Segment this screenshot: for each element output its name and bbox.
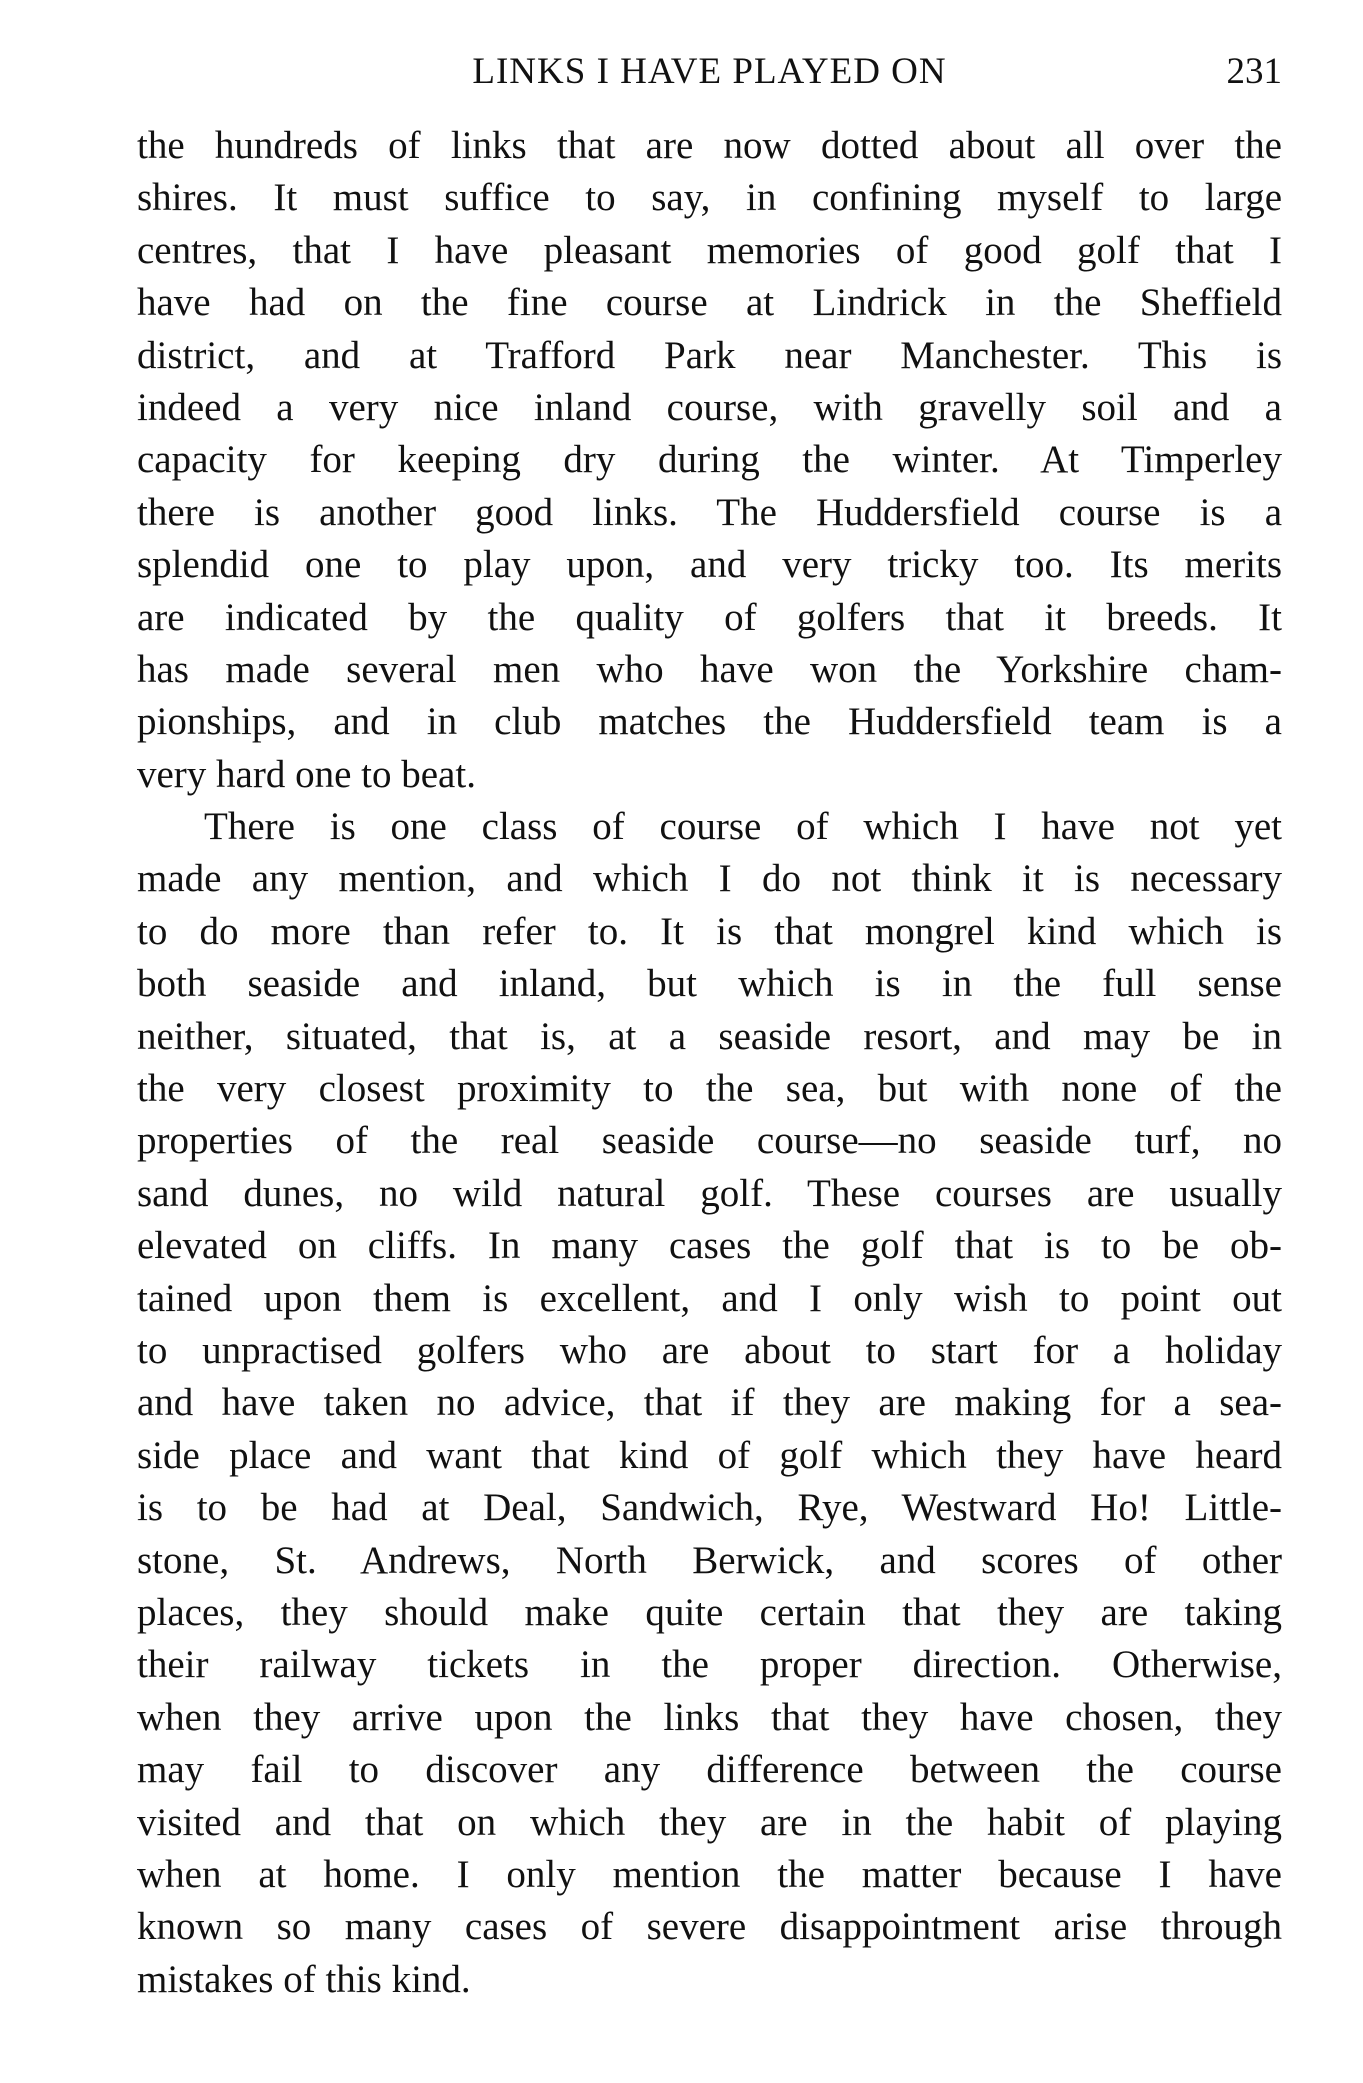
paragraph — [137, 801, 1282, 2006]
text-line: pionships, and in club matches the Huddersfield team is a — [137, 700, 1282, 744]
body-text — [137, 120, 1282, 2006]
text-line: properties of the real seaside course—no seaside turf, no — [137, 1119, 1282, 1163]
text-line: the hundreds of links that are now dotted about all over the — [137, 124, 1282, 167]
text-line: shires. It must suffice to say, in confining myself to large — [137, 176, 1282, 220]
text-line: when at home. I only mention the matter because I have — [137, 1852, 1282, 1896]
text-line: indeed a very nice inland course, with gravelly soil and a — [137, 385, 1282, 429]
text-line: centres, that I have pleasant memories of good golf that I — [137, 228, 1282, 272]
text-line: stone, St. Andrews, North Berwick, and scores of other — [137, 1538, 1282, 1582]
text-line: tained upon them is excellent, and I only wish to point out — [137, 1276, 1282, 1320]
text-line: mistakes of this kind. — [137, 1957, 471, 2001]
text-line: to do more than refer to. It is that mongrel kind which is — [137, 909, 1282, 953]
text-line: There is one class of course of which I have not yet — [204, 805, 1282, 849]
text-line: made any mention, and which I do not think it is necessary — [137, 857, 1282, 901]
text-line: the very closest proximity to the sea, but with none of the — [137, 1067, 1282, 1111]
page-header — [137, 50, 1282, 100]
text-line: are indicated by the quality of golfers that it breeds. It — [137, 595, 1282, 639]
text-line: elevated on cliffs. In many cases the golf that is to be ob- — [137, 1224, 1282, 1268]
page-number: 231 — [1226, 51, 1282, 92]
text-line: there is another good links. The Huddersfield course is a — [137, 490, 1282, 534]
text-line: to unpractised golfers who are about to start for a holiday — [137, 1328, 1282, 1372]
text-line: very hard one to beat. — [137, 752, 476, 796]
text-line: side place and want that kind of golf which they have heard — [137, 1433, 1282, 1477]
text-line: visited and that on which they are in the habit of playing — [137, 1800, 1282, 1844]
text-line: places, they should make quite certain that they are taking — [137, 1590, 1282, 1634]
text-line: their railway tickets in the proper direction. Otherwise, — [137, 1643, 1282, 1687]
text-line: capacity for keeping dry during the winter. At Timperley — [137, 438, 1282, 482]
text-line: sand dunes, no wild natural golf. These courses are usually — [137, 1171, 1282, 1215]
text-line: district, and at Trafford Park near Manchester. This is — [137, 333, 1282, 377]
text-line: and have taken no advice, that if they are making for a sea- — [137, 1381, 1282, 1425]
text-line: is to be had at Deal, Sandwich, Rye, Westward Ho! Little- — [137, 1486, 1282, 1530]
text-line: when they arrive upon the links that they have chosen, they — [137, 1695, 1282, 1739]
text-line: neither, situated, that is, at a seaside resort, and may be in — [137, 1014, 1282, 1058]
text-line: have had on the fine course at Lindrick in the Sheffield — [137, 281, 1282, 325]
text-line: both seaside and inland, but which is in the full sense — [137, 962, 1282, 1006]
text-line: known so many cases of severe disappointment arise through — [137, 1905, 1282, 1949]
text-line: splendid one to play upon, and very tricky too. Its merits — [137, 543, 1282, 587]
paragraph — [137, 120, 1282, 801]
running-title: LINKS I HAVE PLAYED ON — [472, 51, 947, 92]
text-line: may fail to discover any difference between the course — [137, 1748, 1282, 1792]
text-line: has made several men who have won the Yorkshire cham- — [137, 647, 1282, 691]
